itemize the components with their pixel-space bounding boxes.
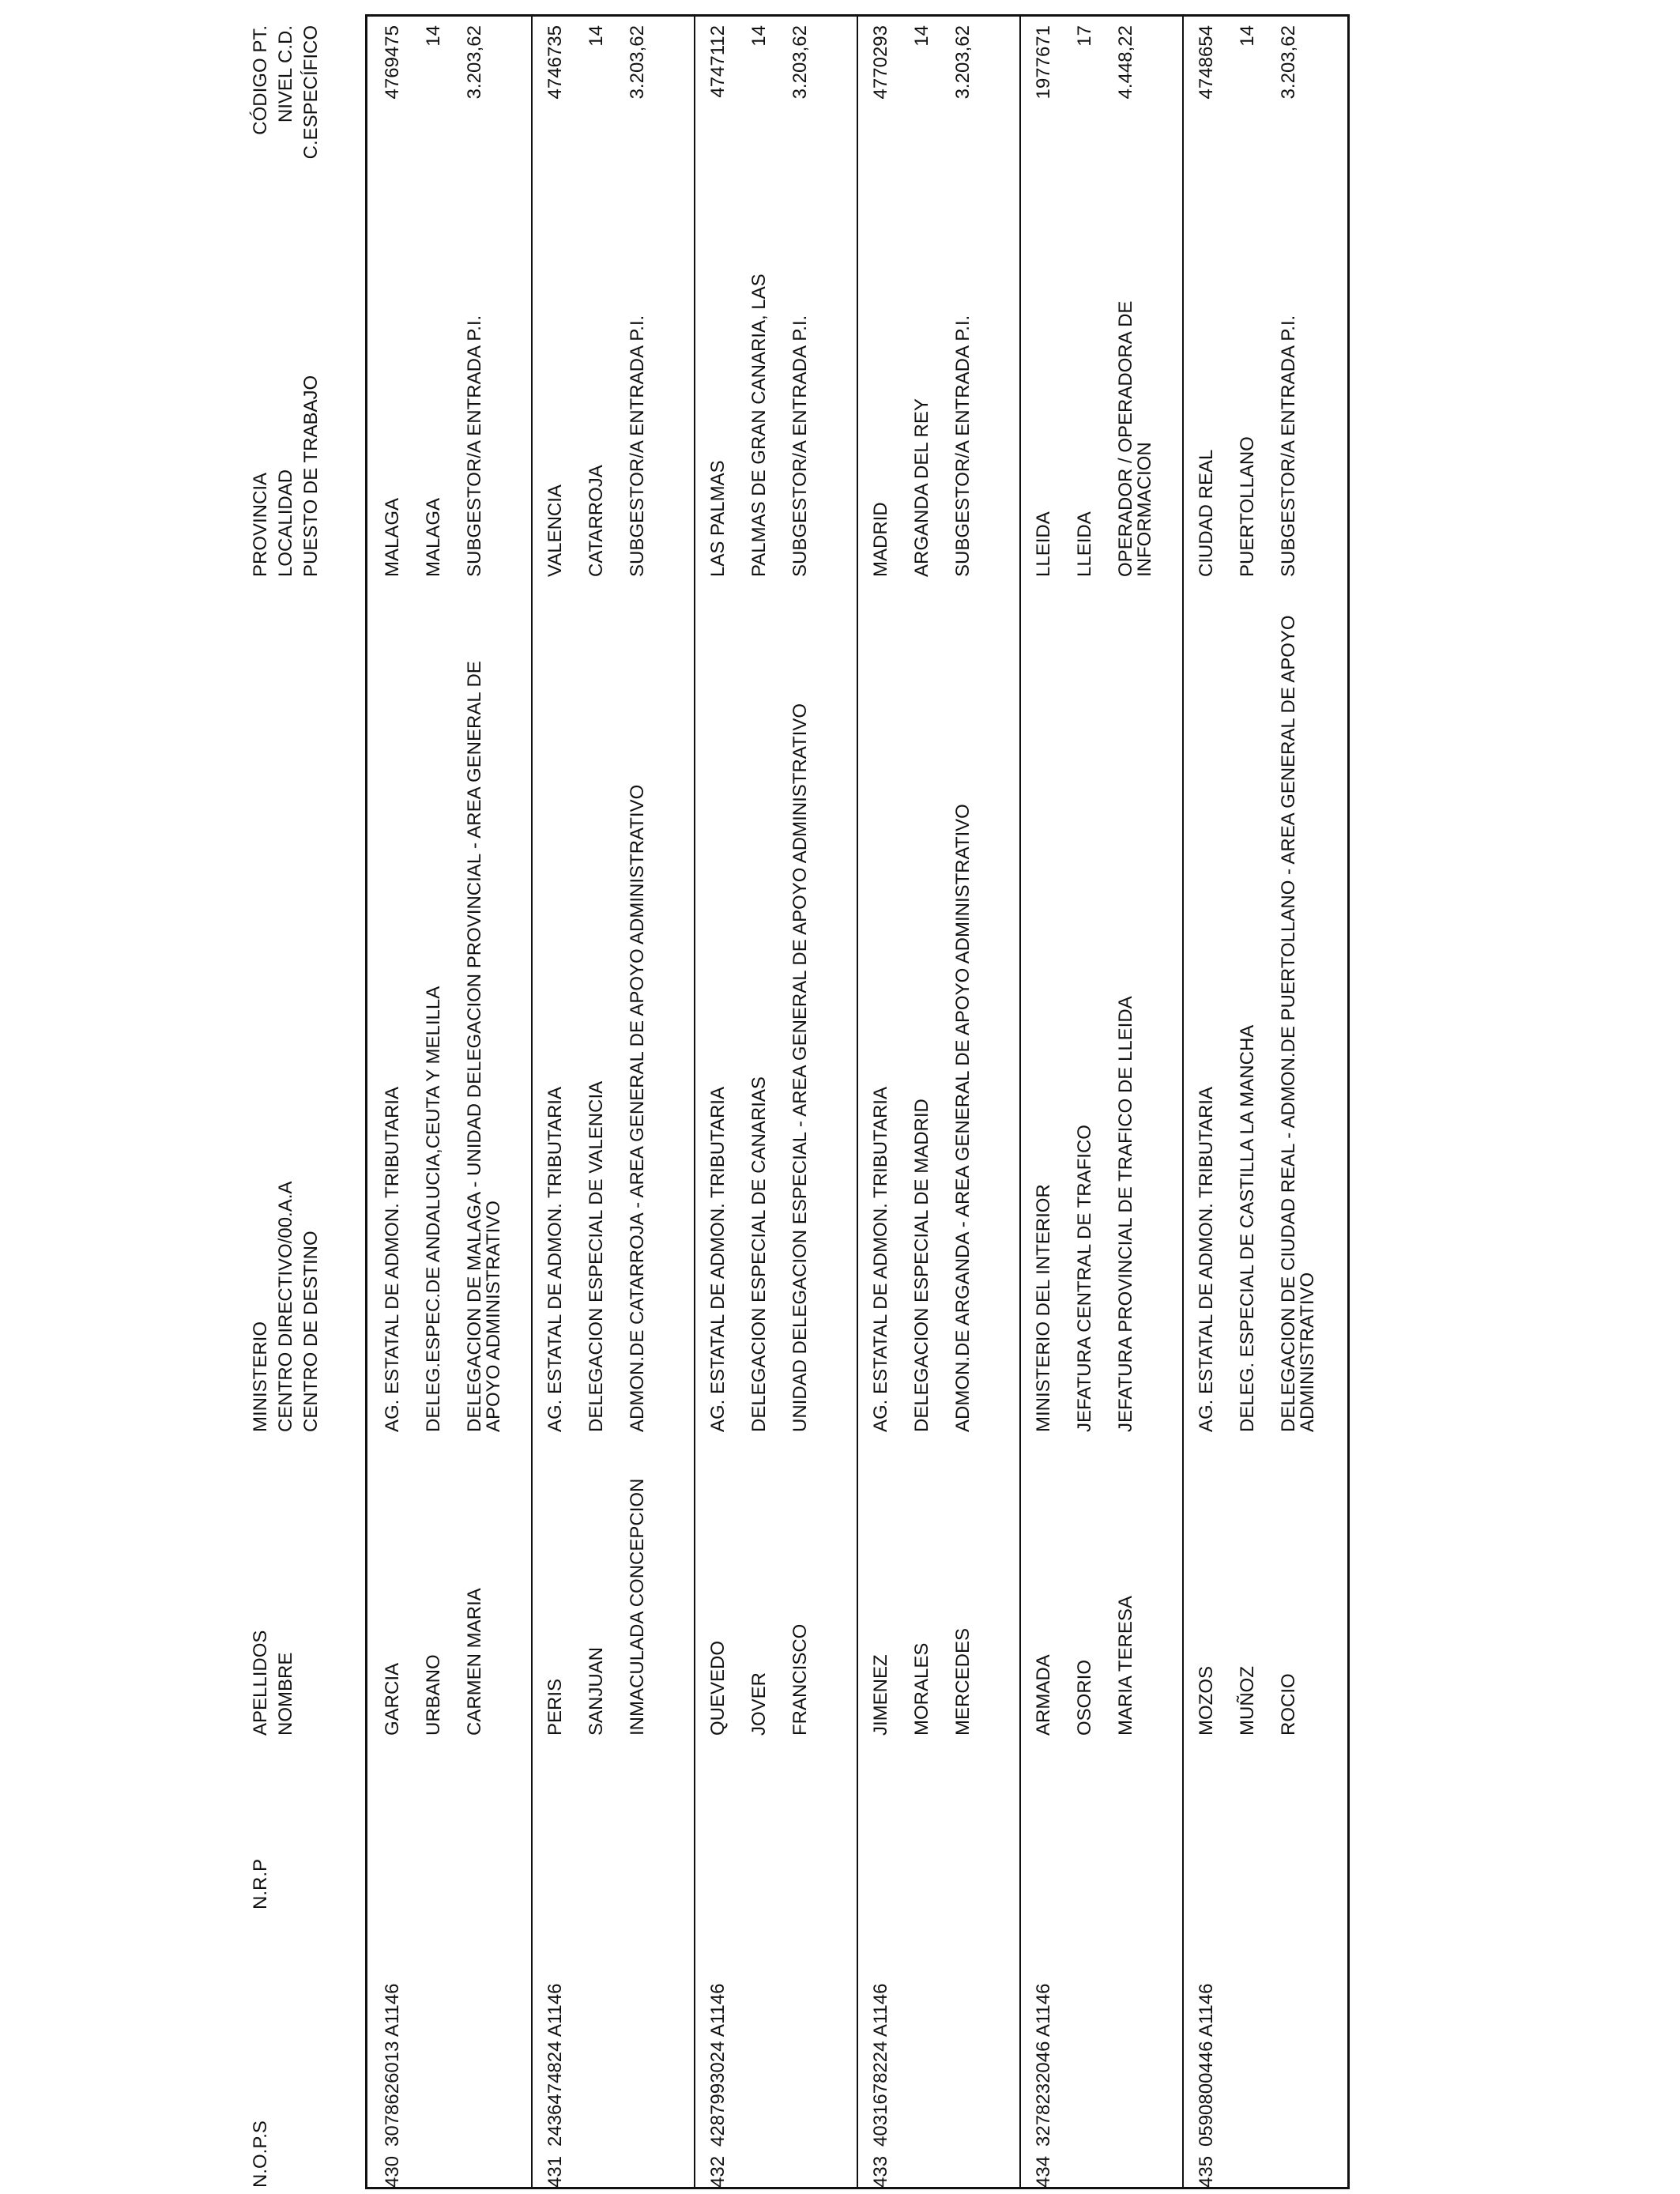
row-separator — [857, 14, 858, 2189]
nrp-code: 4031678224 A1146 — [870, 1983, 891, 2147]
centro-directivo: DELEG. ESPECIAL DE CASTILLA LA MANCHA — [1237, 1024, 1258, 1432]
provincia: MALAGA — [382, 497, 403, 577]
nops-number: 432 — [707, 2155, 729, 2188]
second-surname: MUÑOZ — [1237, 1666, 1258, 1736]
second-surname: JOVER — [748, 1672, 770, 1736]
nops-number: 435 — [1196, 2155, 1217, 2188]
row-separator — [694, 14, 695, 2189]
nrp-code: 3078626013 A1146 — [382, 1983, 403, 2147]
row-separator — [1019, 14, 1021, 2189]
header-centro-destino: CENTRO DE DESTINO — [300, 1231, 322, 1432]
localidad: PALMAS DE GRAN CANARIA, LAS — [748, 273, 770, 577]
provincia: LAS PALMAS — [707, 460, 729, 577]
ministerio: AG. ESTATAL DE ADMON. TRIBUTARIA — [707, 1087, 729, 1432]
localidad: MALAGA — [423, 497, 444, 577]
ministerio: AG. ESTATAL DE ADMON. TRIBUTARIA — [382, 1087, 403, 1432]
centro-destino: ADMON.DE CATARROJA - AREA GENERAL DE APOYO ADMINISTRATIVO — [627, 784, 648, 1432]
given-name: FRANCISCO — [789, 1623, 811, 1736]
header-nrp: N.R.P — [250, 1858, 271, 1909]
header-provincia: PROVINCIA — [250, 472, 271, 577]
first-surname: ARMADA — [1033, 1654, 1054, 1736]
header-centro-directivo: CENTRO DIRECTIVO/00.A.A — [275, 1181, 296, 1432]
given-name: MARIA TERESA — [1115, 1596, 1136, 1736]
provincia: VALENCIA — [544, 484, 566, 577]
complemento-especifico: 4.448,22 — [1115, 25, 1136, 100]
complemento-especifico: 3.203,62 — [627, 25, 648, 100]
first-surname: GARCIA — [382, 1662, 403, 1736]
nivel-cd: 14 — [1237, 25, 1258, 47]
provincia: CIUDAD REAL — [1196, 449, 1217, 577]
second-surname: URBANO — [423, 1654, 444, 1736]
nrp-code: 3278232046 A1146 — [1033, 1983, 1054, 2147]
complemento-especifico: 3.203,62 — [789, 25, 811, 100]
centro-directivo: DELEGACION ESPECIAL DE CANARIAS — [748, 1076, 770, 1432]
centro-directivo: DELEGACION ESPECIAL DE VALENCIA — [586, 1080, 607, 1432]
second-surname: MORALES — [911, 1642, 932, 1736]
puesto-trabajo: SUBGESTOR/A ENTRADA P.I. — [789, 315, 811, 577]
puesto-trabajo: SUBGESTOR/A ENTRADA P.I. — [627, 315, 648, 577]
codigo-pt: 4769475 — [382, 25, 403, 100]
second-surname: OSORIO — [1074, 1659, 1095, 1736]
localidad: CATARROJA — [586, 465, 607, 577]
header-ministerio: MINISTERIO — [250, 1321, 271, 1432]
centro-directivo: DELEG.ESPEC.DE ANDALUCIA,CEUTA Y MELILLA — [423, 986, 444, 1432]
puesto-trabajo: SUBGESTOR/A ENTRADA P.I. — [464, 315, 485, 577]
header-codigo: CÓDIGO PT. — [250, 25, 271, 135]
nrp-code: 4287993024 A1146 — [707, 1983, 729, 2147]
localidad: LLEIDA — [1074, 511, 1095, 577]
centro-destino: DELEGACION DE MALAGA - UNIDAD DELEGACION PROVINCIAL - AREA GENERAL DE APOYO ADMINISTRATIVO — [464, 661, 504, 1432]
codigo-pt: 4748654 — [1196, 25, 1217, 100]
ministerio: AG. ESTATAL DE ADMON. TRIBUTARIA — [1196, 1087, 1217, 1432]
centro-directivo: DELEGACION ESPECIAL DE MADRID — [911, 1099, 932, 1432]
nops-number: 434 — [1033, 2155, 1054, 2188]
puesto-trabajo: SUBGESTOR/A ENTRADA P.I. — [952, 315, 974, 577]
given-name: INMACULADA CONCEPCION — [627, 1478, 648, 1736]
complemento-especifico: 3.203,62 — [1278, 25, 1299, 100]
centro-destino: DELEGACION DE CIUDAD REAL - ADMON.DE PUERTOLLANO - AREA GENERAL DE APOYO ADMINISTRATIVO — [1278, 615, 1318, 1432]
nops-number: 433 — [870, 2155, 891, 2188]
header-apellidos: APELLIDOS — [250, 1630, 271, 1736]
nops-number: 430 — [382, 2155, 403, 2188]
codigo-pt: 4770293 — [870, 25, 891, 100]
localidad: PUERTOLLANO — [1237, 436, 1258, 577]
codigo-pt: 1977671 — [1033, 25, 1054, 100]
row-separator — [531, 14, 533, 2189]
first-surname: QUEVEDO — [707, 1640, 729, 1736]
codigo-pt: 4746735 — [544, 25, 566, 100]
ministerio: MINISTERIO DEL INTERIOR — [1033, 1184, 1054, 1432]
puesto-trabajo: SUBGESTOR/A ENTRADA P.I. — [1278, 315, 1299, 577]
header-puesto: PUESTO DE TRABAJO — [300, 375, 322, 577]
centro-destino: ADMON.DE ARGANDA - AREA GENERAL DE APOYO ADMINISTRATIVO — [952, 804, 974, 1432]
given-name: CARMEN MARIA — [464, 1588, 485, 1736]
row-separator — [1182, 14, 1184, 2189]
header-nops: N.O.P.S — [250, 2120, 271, 2188]
nivel-cd: 14 — [586, 25, 607, 47]
complemento-especifico: 3.203,62 — [952, 25, 974, 100]
header-nombre: NOMBRE — [275, 1652, 296, 1736]
first-surname: PERIS — [544, 1678, 566, 1736]
ministerio: AG. ESTATAL DE ADMON. TRIBUTARIA — [870, 1087, 891, 1432]
centro-destino: JEFATURA PROVINCIAL DE TRAFICO DE LLEIDA — [1115, 996, 1136, 1432]
first-surname: MOZOS — [1196, 1666, 1217, 1736]
nivel-cd: 14 — [423, 25, 444, 47]
localidad: ARGANDA DEL REY — [911, 398, 932, 577]
centro-directivo: JEFATURA CENTRAL DE TRAFICO — [1074, 1125, 1095, 1432]
nivel-cd: 14 — [911, 25, 932, 47]
first-surname: JIMENEZ — [870, 1654, 891, 1736]
nops-number: 431 — [544, 2155, 566, 2188]
header-nivel: NIVEL C.D. — [275, 25, 296, 123]
header-especifico: C.ESPECÍFICO — [300, 25, 322, 160]
given-name: ROCIO — [1278, 1673, 1299, 1736]
nivel-cd: 17 — [1074, 25, 1095, 47]
nivel-cd: 14 — [748, 25, 770, 47]
centro-destino: UNIDAD DELEGACION ESPECIAL - AREA GENERAL DE APOYO ADMINISTRATIVO — [789, 703, 811, 1432]
nrp-code: 2436474824 A1146 — [544, 1983, 566, 2147]
ministerio: AG. ESTATAL DE ADMON. TRIBUTARIA — [544, 1087, 566, 1432]
provincia: LLEIDA — [1033, 511, 1054, 577]
second-surname: SANJUAN — [586, 1646, 607, 1736]
puesto-trabajo: OPERADOR / OPERADORA DE INFORMACION — [1115, 300, 1155, 577]
codigo-pt: 4747112 — [707, 25, 729, 98]
complemento-especifico: 3.203,62 — [464, 25, 485, 100]
provincia: MADRID — [870, 502, 891, 577]
given-name: MERCEDES — [952, 1627, 974, 1736]
nrp-code: 0590800446 A1146 — [1196, 1983, 1217, 2147]
header-localidad: LOCALIDAD — [275, 469, 296, 577]
